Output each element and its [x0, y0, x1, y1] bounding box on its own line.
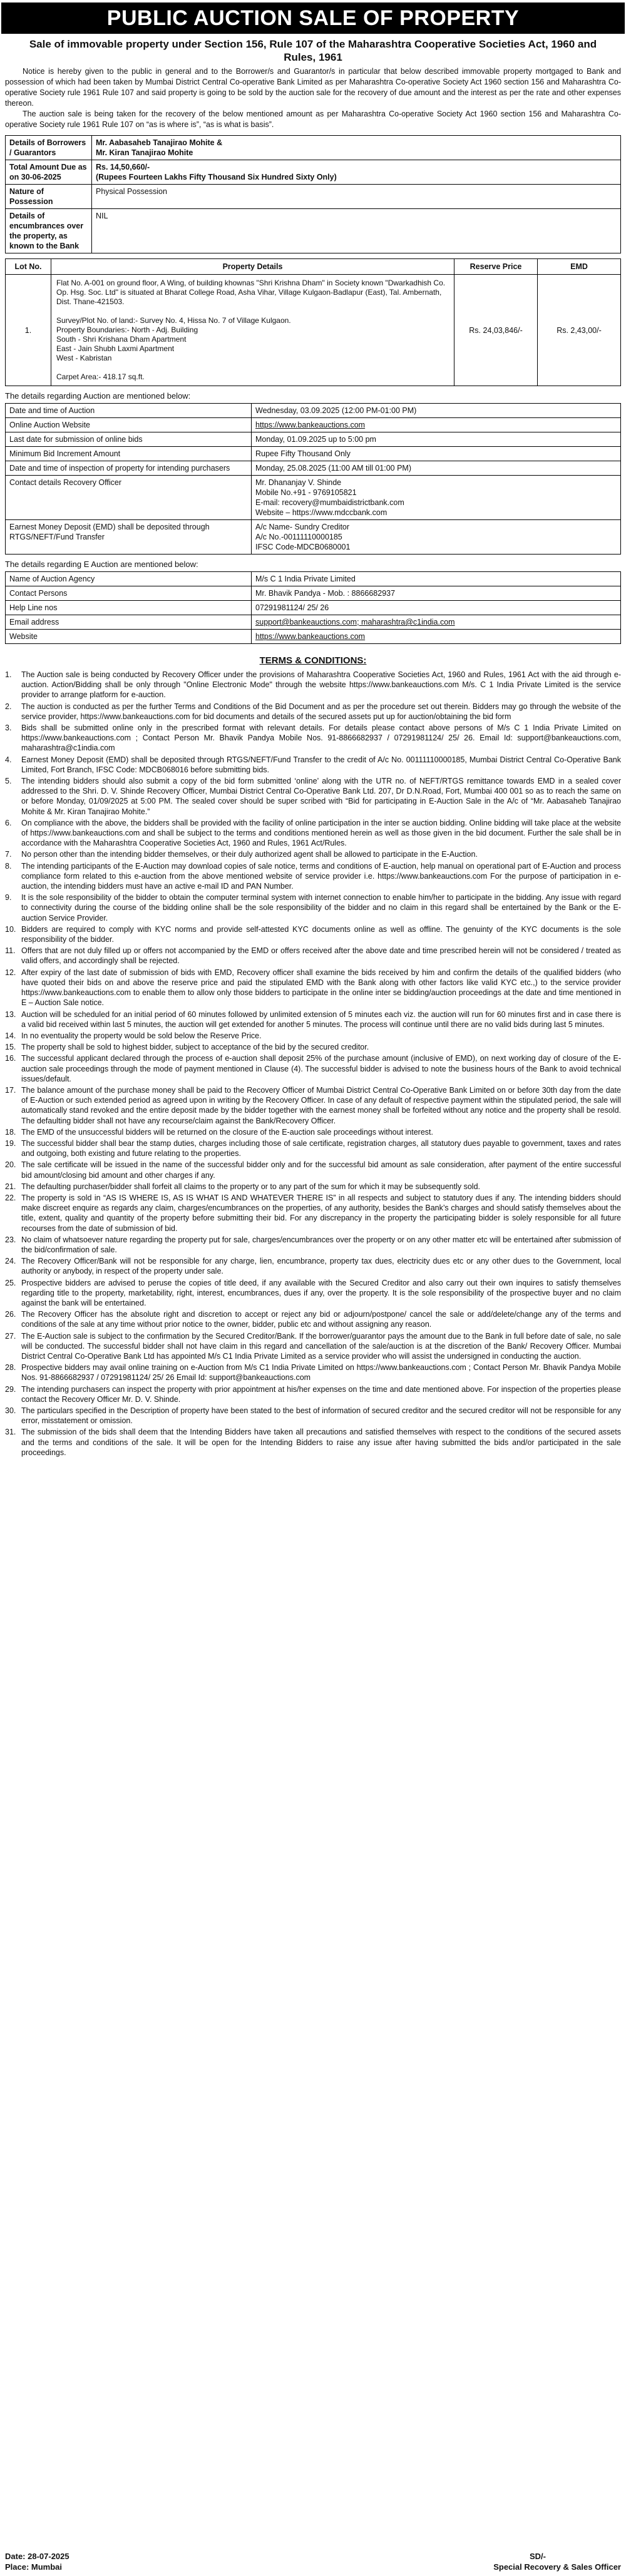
term-item: [5, 1331, 621, 1362]
auction-detail-value: Rupee Fifty Thousand Only: [252, 447, 621, 461]
term-text: Bids shall be submitted online only in the prescribed format with relevant details. For details please contact above persons of M/s C 1 India Private Limited on https://www.bankeauctions.com ; Contact Person Mr. Bhavik Pandya Mobile Nos. 91-8866682937 / 07291981124/ 25/ 26. Email Id: support@bankeauctions.com, maharashtra@c1india.com: [21, 723, 621, 753]
term-text: The E-Auction sale is subject to the confirmation by the Secured Creditor/Bank. If the borrower/guarantor pays the amount due to the Bank in full before date of sale, no sale will be conducted. The successful bidder shall not have claim in this regard and cancellation of the sale/auction is at the discretion of the Bank/ Recovery Officer. Mumbai District Central Co-Operative Bank Ltd has appointed M/s C1 India Private Limited as a service provider who will assist the undersigned in conducting the auction.: [21, 1331, 621, 1361]
term-item: [5, 1053, 621, 1084]
term-number: 15.: [5, 1043, 16, 1052]
footer-sd: SD/-: [530, 2552, 546, 2561]
term-text: The intending participants of the E-Auction may download copies of sale notice, terms and conditions of E-auction, help manual on operational part of E-Auction and process compliance form related to this e-auction from the above mentioned website of service provider i.e. https://www.bankeauctions.com For the purpose of participation in e-auction, the intending bidders must have an active e-mail ID and PAN Number.: [21, 861, 621, 891]
term-number: 8.: [5, 861, 12, 871]
term-item: [5, 1193, 621, 1234]
lot-table: [5, 258, 621, 386]
eauction-detail-key: Email address: [6, 615, 252, 630]
term-text: No claim of whatsoever nature regarding the property put for sale, charges/encumbrances over the property or on any other matter etc will be entertained after submission of the bid/confirmation of sale.: [21, 1235, 621, 1254]
terms-title: TERMS & CONDITIONS:: [259, 655, 367, 666]
auction-detail-value: Wednesday, 03.09.2025 (12:00 PM-01:00 PM): [252, 404, 621, 418]
term-item: [5, 861, 621, 892]
term-item: [5, 892, 621, 923]
term-item: [5, 1406, 621, 1426]
term-item: [5, 1127, 621, 1137]
details-row: [6, 185, 621, 209]
term-item: [5, 723, 621, 754]
details-value: Physical Possession: [92, 185, 621, 209]
details-label: Details of encumbrances over the property, as known to the Bank: [6, 209, 92, 253]
reserve-price: Rs. 24,03,846/-: [454, 275, 538, 386]
term-item: [5, 1160, 621, 1180]
auction-detail-value: Mr. Dhananjay V. Shinde Mobile No.+91 - 9769105821 E-mail: recovery@mumbaidistrictbank.com Website – https://www.mdccbank.com: [252, 476, 621, 520]
lot-row: [6, 275, 621, 386]
term-text: The Auction sale is being conducted by Recovery Officer under the provisions of Maharashtra Cooperative Societies Act, 1960 and Rules, 1961 Act with the aid through e-auction. Action/Bidding shall be only through "Online Electronic Mode" through the website https://www.bankeauctions.com M/s. C 1 India Private Limited is the service provider to arrange platform for e-auction.: [21, 670, 621, 700]
term-item: [5, 849, 621, 859]
eauction-detail-value: M/s C 1 India Private Limited: [252, 572, 621, 586]
lot-header: EMD: [538, 259, 621, 275]
term-item: [5, 1085, 621, 1126]
term-number: 27.: [5, 1331, 16, 1341]
notice-subtitle: Sale of immovable property under Section 156, Rule 107 of the Maharashtra Cooperative Societies Act, 1960 and Rules, 1961: [29, 38, 597, 63]
term-item: [5, 1256, 621, 1276]
term-item: [5, 1384, 621, 1404]
term-item: [5, 1182, 621, 1192]
term-number: 10.: [5, 924, 16, 934]
terms-list: [5, 670, 621, 1458]
auction-detail-value: Monday, 25.08.2025 (11:00 AM till 01:00 PM): [252, 461, 621, 476]
term-number: 16.: [5, 1054, 16, 1063]
property-details: Flat No. A-001 on ground floor, A Wing, of building khownas "Shri Krishna Dham" in Society known "Dwarkadhish Co. Op. Hsg. Soc. Ltd" is situated at Bharat College Road, Asha Vihar, Village Kulgaon-Badlapur (East), Tal. Ambernath, Dist. Thane-421503. Survey/Plot No. of land:- Survey No. 4, Hissa No. 7 of Village Kulgaon. Property Boundaries:- North - Adj. Building South - Shri Krishana Dham Apartment East - Jain Shubh Laxmi Apartment West - Kabristan Carpet Area:- 418.17 sq.ft.: [51, 275, 454, 386]
term-number: 13.: [5, 1009, 16, 1019]
term-text: The intending purchasers can inspect the property with prior appointment at his/her expenses on the time and date mentioned above. For inspection of the properties please contact the Recovery Officer Mr. D. V. Shinde.: [21, 1384, 621, 1404]
term-item: [5, 1042, 621, 1052]
auction-detail-key: Date and time of inspection of property for intending purchasers: [6, 461, 252, 476]
term-text: The balance amount of the purchase money shall be paid to the Recovery Officer of Mumbai District Central Co-Operative Bank Limited on or before 30th day from the date of E-Auction or such extended period as agreed upon in writing by the Recovery Officer. In case of any default of respective payment within the stipulated period, the sale will automatically stand revoked and the entire deposit made by the bidder together with the earnest money shall be forfeited without any notice and the property shall be resold. The defaulting bidder shall not have any recourse/claim against the Bank/Recovery Officer.: [21, 1085, 621, 1125]
term-item: [5, 1362, 621, 1383]
term-text: The Recovery Officer/Bank will not be responsible for any charge, lien, encumbrance, property tax dues, electricity dues etc or any other dues to the Government, local authority or anybody, in respect of the property under sale.: [21, 1257, 621, 1276]
term-number: 29.: [5, 1384, 16, 1394]
eauction-detail-row: [6, 630, 621, 644]
term-item: [5, 1278, 621, 1309]
term-text: The successful applicant declared through the process of e-auction shall deposit 25% of the purchase amount (inclusive of EMD), on next working day of closure of the E-auction sale proceedings through the mode of payment mentioned in Clause (4). The successful bidder is advised to note the business hours of the Bank to avoid technical issues/default.: [21, 1054, 621, 1083]
term-text: The intending bidders should also submit a copy of the bid form submitted ‘online’ along with the UTR no. of NEFT/RTGS remittance towards EMD in a sealed cover addressed to the Shri. D. V. Shinde Recovery Officer, Mumbai District Central Co-Operative Bank Ltd. 207, Dr D.N.Road, Fort, Mumbai 400 001 so as to reach the same on or before Monday, 01/09/2025 at 5:00 PM. The sealed cover should be super scribed with “Bid for participating in E-Auction Sale in the A/c of “Mr. Aabasaheb Tanajirao Mohite & Mr. Kiran Tanajirao Mohite.”: [21, 777, 621, 816]
footer-place: Place: Mumbai: [5, 2562, 63, 2572]
term-number: 14.: [5, 1031, 16, 1040]
term-text: Earnest Money Deposit (EMD) shall be deposited through RTGS/NEFT/Fund Transfer to the credit of A/c No. 00111110000185, Mumbai District Central Co-Operative Bank Limited, Fort Branch, IFSC Code: MDCB068016 before submitting bids.: [21, 755, 621, 774]
term-text: No person other than the intending bidder themselves, or their duly authorized agent shall be allowed to participate in the E-Auction.: [21, 850, 478, 859]
eauction-detail-row: [6, 601, 621, 615]
term-number: 30.: [5, 1406, 16, 1416]
borrower-details-table: [5, 135, 621, 253]
eauction-detail-row: [6, 586, 621, 601]
lot-header: Lot No.: [6, 259, 51, 275]
eauction-detail-key: Contact Persons: [6, 586, 252, 601]
term-item: [5, 670, 621, 700]
eauction-detail-key: Name of Auction Agency: [6, 572, 252, 586]
term-number: 6.: [5, 818, 12, 827]
term-item: [5, 1009, 621, 1030]
term-item: [5, 946, 621, 966]
term-number: 7.: [5, 850, 12, 859]
term-text: Offers that are not duly filled up or offers not accompanied by the EMD or offers received after the above date and time prescribed herein will not be considered / treated as valid offers, and accordingly shall be rejected.: [21, 946, 621, 966]
auction-notice: [0, 3, 626, 2576]
auction-detail-row: [6, 447, 621, 461]
term-number: 24.: [5, 1257, 16, 1266]
auction-detail-row: [6, 432, 621, 447]
eauction-detail-key: Help Line nos: [6, 601, 252, 615]
term-text: The defaulting purchaser/bidder shall forfeit all claims to the property or to any part of the sum for which it may be subsequently sold.: [21, 1182, 481, 1191]
term-number: 19.: [5, 1138, 16, 1148]
intro-paragraph-2: The auction sale is being taken for the recovery of the below mentioned amount as per Maharashtra Co-operative Society Act 1960 section 156 and Maharashtra Co-operative Society rule 1961 Rule 107 on “as is where is”, “as is what is basis”.: [5, 110, 621, 129]
details-value: Mr. Aabasaheb Tanajirao Mohite & Mr. Kiran Tanajirao Mohite: [92, 136, 621, 160]
auction-detail-key: Date and time of Auction: [6, 404, 252, 418]
term-number: 22.: [5, 1193, 16, 1202]
term-text: The property shall be sold to highest bidder, subject to acceptance of the bid by the secured creditor.: [21, 1043, 369, 1052]
auction-details-table: [5, 403, 621, 555]
term-number: 23.: [5, 1235, 16, 1244]
auction-details-heading: The details regarding Auction are mentioned below:: [5, 391, 191, 401]
eauction-details-heading: The details regarding E Auction are mentioned below:: [5, 560, 198, 569]
notice-footer: [5, 2551, 621, 2572]
term-item: [5, 1138, 621, 1158]
term-number: 11.: [5, 946, 16, 956]
term-item: [5, 776, 621, 817]
term-text: The EMD of the unsuccessful bidders will be returned on the closure of the E-auction sale proceedings without interest.: [21, 1127, 433, 1137]
auction-detail-row: [6, 404, 621, 418]
emd-amount: Rs. 2,43,00/-: [538, 275, 621, 386]
term-number: 31.: [5, 1428, 16, 1437]
term-text: The submission of the bids shall deem that the Intending Bidders have taken all precautions and satisfied themselves with respect to the conditions of the secured assets and the terms and conditions of the sale. It will be open for the Intending Bidders to raise any issue after having submitted the bids and/or participated in the sale proceedings.: [21, 1428, 621, 1457]
auction-detail-row: [6, 461, 621, 476]
details-row: [6, 160, 621, 185]
term-item: [5, 1427, 621, 1458]
lot-number: 1.: [6, 275, 51, 386]
term-item: [5, 1031, 621, 1041]
eauction-detail-row: [6, 572, 621, 586]
auction-detail-row: [6, 476, 621, 520]
term-number: 21.: [5, 1182, 16, 1191]
term-text: On compliance with the above, the bidders shall be provided with the facility of online participation in the inter se auction bidding. Online bidding will take place at the website of https://www.bankeauctions.com and shall be subject to the terms and conditions mentioned herein as well as those given in the bid document. Further the sale shall be in accordance with the Maharashtra Cooperative Societies Act, 1960 and Rules, 1961 Act/Rules.: [21, 818, 621, 848]
auction-detail-key: Last date for submission of online bids: [6, 432, 252, 447]
details-value: NIL: [92, 209, 621, 253]
term-text: The Recovery Officer has the absolute right and discretion to accept or reject any bid or adjourn/postpone/ cancel the sale or add/delete/change any of the terms and conditions of the sale at any time without prior notice to the owner, bidder, public etc and without assigning any reason.: [21, 1310, 621, 1329]
eauction-details-table: [5, 571, 621, 644]
details-label: Total Amount Due as on 30-06-2025: [6, 160, 92, 185]
term-text: Bidders are required to comply with KYC norms and provide self-attested KYC documents online as well as offline. The genuinty of the KYC documents is the sole responsibility of the bidder.: [21, 924, 621, 944]
term-number: 5.: [5, 777, 12, 786]
term-text: It is the sole responsibility of the bidder to obtain the computer terminal system with internet connection to enable him/her to participate in the bidding. Any issue with regard to connectivity during the course of the bidding online shall be the sole responsibility of the bidder and no claim in this regard shall be entertained by the Bank or the E-auction Service Provider.: [21, 893, 621, 923]
term-text: The auction is conducted as per the further Terms and Conditions of the Bid Document and as per the procedure set out therein. Bidders may go through the website of the service provider, https://www.bankeauctions.com for bid documents and details of the secured assets put up for auction/obtaining the bid form: [21, 702, 621, 721]
term-text: Prospective bidders may avail online training on e-Auction from M/s C1 India Private Limited on https://www.bankeauctions.com ; Contact Person Mr. Bhavik Pandya Mobile Nos. 91-8866682937 / 07291981124/ 25/ 26 Email Id: support@bankeauctions.com: [21, 1363, 621, 1383]
term-text: Prospective bidders are advised to peruse the copies of title deed, if any available with the Secured Creditor and also carry out their own inquires to satisfy themselves regarding title to the property, marketability, right, interest, encumbrances, dues if any, over the property. It is the sole responsibility of the prospective buyer and no claim against the bank will be entertained.: [21, 1278, 621, 1307]
term-number: 12.: [5, 968, 16, 977]
term-item: [5, 755, 621, 775]
lot-header: Property Details: [51, 259, 454, 275]
auction-detail-key: Minimum Bid Increment Amount: [6, 447, 252, 461]
eauction-detail-value[interactable]: https://www.bankeauctions.com: [252, 630, 621, 644]
term-item: [5, 702, 621, 722]
term-number: 2.: [5, 702, 12, 711]
auction-detail-row: [6, 520, 621, 555]
eauction-detail-key: Website: [6, 630, 252, 644]
details-value: Rs. 14,50,660/- (Rupees Fourteen Lakhs Fifty Thousand Six Hundred Sixty Only): [92, 160, 621, 185]
term-number: 25.: [5, 1278, 16, 1287]
term-item: [5, 818, 621, 849]
eauction-detail-value: 07291981124/ 25/ 26: [252, 601, 621, 615]
lot-header: Reserve Price: [454, 259, 538, 275]
footer-date: Date: 28-07-2025: [5, 2552, 69, 2561]
auction-detail-key: Online Auction Website: [6, 418, 252, 432]
term-number: 4.: [5, 755, 12, 764]
auction-detail-value[interactable]: https://www.bankeauctions.com: [252, 418, 621, 432]
intro-paragraph-1: Notice is hereby given to the public in general and to the Borrower/s and Guarantor/s in particular that below described immovable property mortgaged to Bank and possession of which had been taken by Mumbai District Central Co-operative Bank Limited as per Maharashtra Co-operative Society Act 1960 section 156 and Maharashtra Co-operative Society rule 1961 Rule 107 and said property is going to be sold by the auction sale for the recovery of due amount and the interest as per the rate and other expenses thereon.: [5, 67, 621, 108]
term-text: The particulars specified in the Description of property have been stated to the best of information of secured creditor and the secured creditor will not be responsible for any error, misstatement or omission.: [21, 1406, 621, 1426]
details-label: Details of Borrowers / Guarantors: [6, 136, 92, 160]
eauction-detail-row: [6, 615, 621, 630]
term-number: 28.: [5, 1363, 16, 1372]
footer-officer: Special Recovery & Sales Officer: [493, 2562, 621, 2572]
auction-detail-key: Contact details Recovery Officer: [6, 476, 252, 520]
details-row: [6, 209, 621, 253]
term-number: 1.: [5, 670, 12, 679]
auction-detail-value: A/c Name- Sundry Creditor A/c No.-00111110000185 IFSC Code-MDCB0680001: [252, 520, 621, 555]
term-text: The sale certificate will be issued in the name of the successful bidder only and for the successful bid amount as sale consideration, after payment of the entire successful bid amount/closing bid amount and other charges if any.: [21, 1160, 621, 1180]
notice-banner: PUBLIC AUCTION SALE OF PROPERTY: [1, 3, 625, 34]
term-number: 18.: [5, 1127, 16, 1137]
term-text: The successful bidder shall bear the stamp duties, charges including those of sale certificate, registration charges, all statutory dues payable to government, taxes and rates and outgoing, both existing and future relating to the properties.: [21, 1138, 621, 1158]
term-item: [5, 924, 621, 944]
details-row: [6, 136, 621, 160]
auction-detail-key: Earnest Money Deposit (EMD) shall be deposited through RTGS/NEFT/Fund Transfer: [6, 520, 252, 555]
term-item: [5, 1309, 621, 1329]
term-text: Auction will be scheduled for an initial period of 60 minutes followed by unlimited extension of 5 minutes each viz. the auction will run for 60 minutes first and in case there is a valid bid received within last 5 minutes, the auction will get extended for another 5 minutes. The process will continue until there are no valid bids during last 5 minutes.: [21, 1009, 621, 1029]
term-number: 9.: [5, 893, 12, 902]
term-number: 3.: [5, 723, 12, 733]
auction-detail-row: [6, 418, 621, 432]
term-item: [5, 968, 621, 1008]
term-number: 17.: [5, 1085, 16, 1095]
term-number: 26.: [5, 1310, 16, 1319]
term-text: After expiry of the last date of submission of bids with EMD, Recovery officer shall examine the bids received by him and confirm the details of the qualified bidders (who have quoted their bids on and above the reserve price and paid the stipulated EMD with the Bank along with other factors like valid KYC etc.,) to the service provider https://www.bankeauctions.com to enable them to allow only those bidders to participate in the online inter se bidding/auction proceedings at the date and time mentioned in E – Auction Sale notice.: [21, 968, 621, 1008]
eauction-detail-value[interactable]: support@bankeauctions.com; maharashtra@c1india.com: [252, 615, 621, 630]
term-text: The property is sold in “AS IS WHERE IS, AS IS WHAT IS AND WHATEVER THERE IS” in all respects and subject to statutory dues if any. The intending bidders should make discreet enquire as regards any claim, charges/encumbrances on the properties, of any authority, besides the Bank’s charges and should satisfy themselves about the title, extent, quality and quantity of the property before submitting their bid. For any discrepancy in the property the participating bidder is solely responsible for all future recourses from the date of submission of bid.: [21, 1193, 621, 1233]
term-item: [5, 1235, 621, 1255]
details-label: Nature of Possession: [6, 185, 92, 209]
eauction-detail-value: Mr. Bhavik Pandya - Mob. : 8866682937: [252, 586, 621, 601]
auction-detail-value: Monday, 01.09.2025 up to 5:00 pm: [252, 432, 621, 447]
term-text: In no eventuality the property would be sold below the Reserve Price.: [21, 1031, 262, 1040]
term-number: 20.: [5, 1160, 16, 1170]
